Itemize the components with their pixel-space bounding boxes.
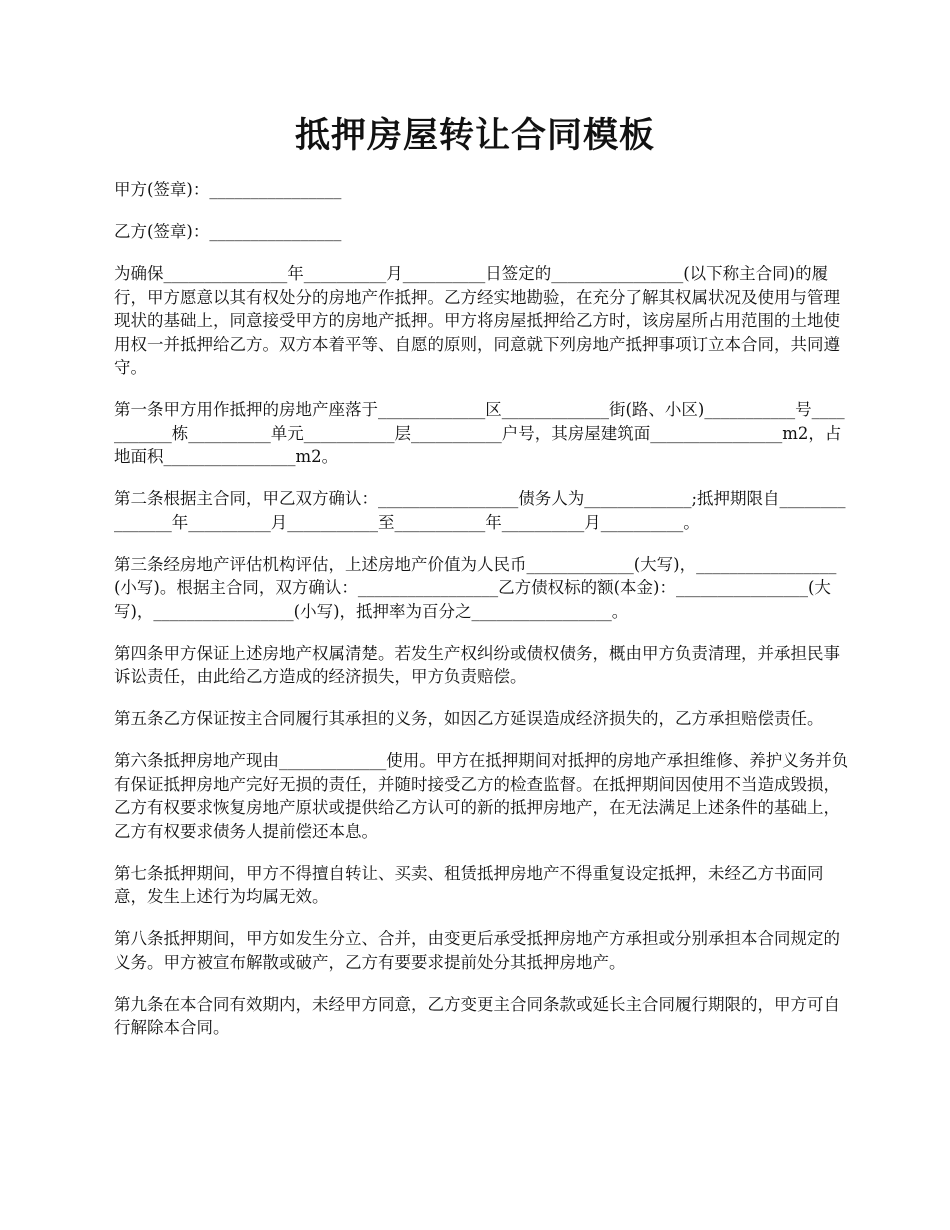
preamble-paragraph: 为确保_______________年__________月__________日签定的________________(以下称主合同)的履行，甲方愿意以其有权处分的房地产作抵押。乙方经实地勘验，在充分了解其权属状况及使用与管理现状的基础上，同意接受甲方的房地产抵押。甲方将房屋抵押给乙方时，该房屋所占用范围的土地使用权一并抵押给乙方。双方本着平等、自愿的原则，同意就下列房地产抵押事项订立本合同，共同遵守。 bbox=[114, 264, 840, 377]
article-1-paragraph: 第一条甲方用作抵押的房地产座落于_____________区_____________街(路、小区)___________号___________栋__________单元___________层___________户号，其房屋建筑面________________m2，占地面积________________m2。 bbox=[114, 400, 845, 466]
document-body bbox=[114, 178, 850, 1058]
article-2-paragraph: 第二条根据主合同，甲乙双方确认：_________________债务人为_____________;抵押期限自_______________年__________月___________至___________年__________月__________。 bbox=[114, 489, 846, 532]
article-7-paragraph: 第七条抵押期间，甲方不得擅自转让、买卖、租赁抵押房地产不得重复设定抵押，未经乙方书面同意，发生上述行为均属无效。 bbox=[114, 863, 824, 906]
article-9-paragraph: 第九条在本合同有效期内，未经甲方同意，乙方变更主合同条款或延长主合同履行期限的，甲方可自行解除本合同。 bbox=[114, 994, 840, 1037]
party-a-signature-line: 甲方(签章)：________________ bbox=[114, 180, 342, 199]
article-4-paragraph: 第四条甲方保证上述房地产权属清楚。若发生产权纠纷或债权债务，概由甲方负责清理，并承担民事诉讼责任，由此给乙方造成的经济损失，甲方负责赔偿。 bbox=[114, 643, 840, 686]
party-b-signature-line: 乙方(签章)：________________ bbox=[114, 222, 342, 241]
article-6-paragraph: 第六条抵押房地产现由_____________使用。甲方在抵押期间对抵押的房地产承担维修、养护义务并负有保证抵押房地产完好无损的责任，并随时接受乙方的检查监督。在抵押期间因使用不当造成毁损，乙方有权要求恢复房地产原状或提供给乙方认可的新的抵押房地产，在无法满足上述条件的基础上，乙方有权要求债务人提前偿还本息。 bbox=[114, 751, 849, 841]
article-3-paragraph: 第三条经房地产评估机构评估，上述房地产价值为人民币_____________(大写)，_________________(小写)。根据主合同，双方确认：_________________乙方债权标的额(本金)：________________(大写)，_________________(小写)，抵押率为百分之_________________。 bbox=[114, 554, 837, 621]
article-5-paragraph: 第五条乙方保证按主合同履行其承担的义务，如因乙方延误造成经济损失的，乙方承担赔偿责任。 bbox=[114, 709, 824, 728]
document-title: 抵押房屋转让合同模板 bbox=[294, 116, 655, 156]
article-8-paragraph: 第八条抵押期间，甲方如发生分立、合并，由变更后承受抵押房地产方承担或分别承担本合同规定的义务。甲方被宣布解散或破产，乙方有要要求提前处分其抵押房地产。 bbox=[114, 929, 840, 972]
